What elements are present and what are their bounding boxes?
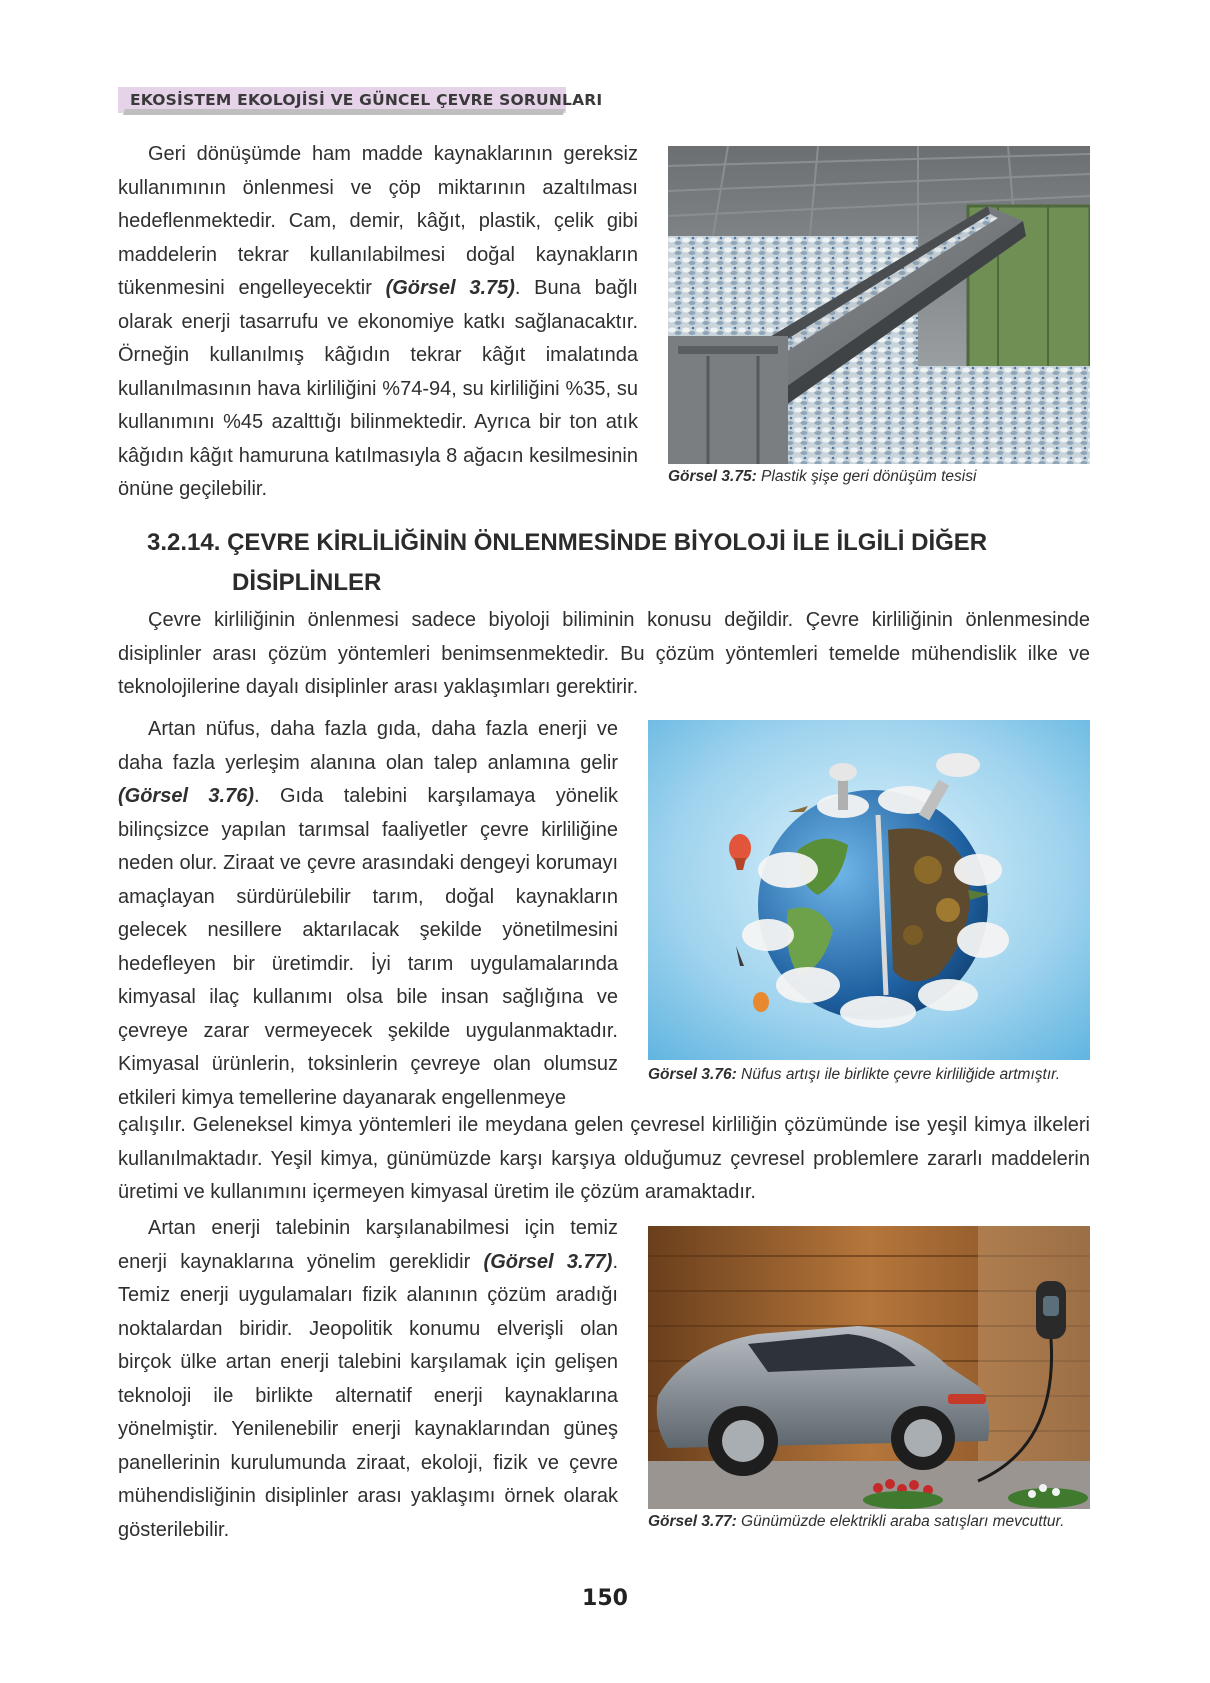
caption-label-3-75: Görsel 3.75: [668,468,757,485]
header-underline [123,109,565,115]
p2-text: Çevre kirliliğinin önlenmesi sadece biyoloji biliminin konusu değildir. Çevre kirliliğinin önlenmesinde disiplinler arası çözüm yöntemleri benimsenmektedir. Bu çözüm yöntemleri temelde mühendislik ilke ve teknolojilerine dayalı disiplinler arası yaklaşımları gerektirir. [118,609,1090,698]
figure-ref-3-77: (Görsel 3.77) [483,1250,613,1273]
chapter-title: EKOSİSTEM EKOLOJİSİ VE GÜNCEL ÇEVRE SORUNLARI [130,91,603,109]
caption-text-3-76: Nüfus artışı ile birlikte çevre kirliliğide artmıştır. [736,1066,1061,1083]
section-heading-line2: DİSİPLİNLER [232,569,382,596]
p4-text-b: . Temiz enerji uygulamaları fizik alanının çözüm aradığı noktalardan biridir. Jeopolitik konumu elverişli olan birçok ülke artan enerji talebini karşılamak için gelişen teknoloji ile birlikte alternatif enerji kaynaklarına yönelmiştir. Yenilenebilir enerji kaynaklarından güneş panellerinin kurulumunda ziraat, ekoloji, fizik ve çevre mühendisliğinin disiplinler arası yaklaşımı örnek olarak gösterilebilir. [118,1250,618,1541]
paragraph-green-chemistry [118,1109,1090,1210]
recycling-plant-image [668,146,1090,464]
p1-text-a: Geri dönüşümde ham madde kaynaklarının gereksiz kullanımının önlenmesi ve çöp miktarının azaltılması hedeflenmektedir. Cam, demir, kâğıt, plastik, çelik gibi maddelerin tekrar kullanılabilmesi doğal kaynakların tükenmesini engelleyecektir [118,143,638,299]
caption-text-3-75: Plastik şişe geri dönüşüm tesisi [756,468,977,485]
section-heading [147,523,1077,603]
paragraph-interdisciplinary [118,604,1090,705]
figure-ref-3-76: (Görsel 3.76) [118,785,255,807]
figure-ref-3-75: (Görsel 3.75) [385,277,515,299]
caption-figure-3-77 [648,1513,1064,1531]
p3-text-b: . Gıda talebini karşılamaya yönelik bilinçsizce yapılan tarımsal faaliyetler çevre kirliliğine neden olur. Ziraat ve çevre arasındaki dengeyi korumayı amaçlayan sürdürülebilir tarım, doğal kaynakların gelecek nesillere aktarılacak şekilde yönetilmesini hedefleyen bir üretimdir. İyi tarım uygulamalarında kimyasal ilaç kullanımı olsa bile insan sağlığına ve çevreye zarar vermeyecek şekilde uygulanmaktadır. Kimyasal ürünlerin, toksinlerin çevreye olan olumsuz etkileri kimya temellerine dayanarak engellenmeye [118,785,618,1109]
caption-label-3-77: Görsel 3.77: [648,1513,737,1530]
figure-recycling-plant [668,146,1090,464]
figure-polluted-earth [648,720,1090,1060]
p3-text-a: Artan nüfus, daha fazla gıda, daha fazla enerji ve daha fazla yerleşim alanına olan talep anlamına gelir [118,718,618,774]
caption-text-3-77: Günümüzde elektrikli araba satışları mevcuttur. [736,1513,1065,1530]
paragraph-population [118,713,618,1115]
page-number: 150 [582,1586,628,1611]
paragraph-recycling [118,138,638,507]
p1-text-b: . Buna bağlı olarak enerji tasarrufu ve ekonomiye katkı sağlanacaktır. Örneğin kullanılmış kâğıdın tekrar kâğıt imalatında kullanılmasının hava kirliliğini %74-94, su kirliliğini %35, su kullanımını %45 azalttığı bilinmektedir. Ayrıca bir ton atık kâğıdın kâğıt hamuruna katılmasıyla 8 ağacın kesilmesinin önüne geçilebilir. [118,277,638,500]
caption-label-3-76: Görsel 3.76: [648,1066,737,1083]
p3-text-continued: çalışılır. Geleneksel kimya yöntemleri ile meydana gelen çevresel kirliliğin çözümünde ise yeşil kimya ilkeleri kullanılmaktadır. Yeşil kimya, günümüzde karşı karşıya olduğumuz çevresel problemlere zararlı maddelerin üretimi ve kullanımını içermeyen kimyasal üretim ile çözüm aramaktadır. [118,1114,1090,1203]
figure-electric-car [648,1226,1090,1509]
paragraph-clean-energy [118,1212,618,1547]
electric-car-image [648,1226,1090,1509]
chapter-header [118,85,603,115]
caption-figure-3-75 [668,468,976,486]
polluted-earth-image [648,720,1090,1060]
section-heading-line1: 3.2.14. ÇEVRE KİRLİLİĞİNİN ÖNLENMESİNDE BİYOLOJİ İLE İLGİLİ DİĞER [147,529,988,556]
caption-figure-3-76 [648,1066,1060,1084]
p4-text-a: Artan enerji talebinin karşılanabilmesi için temiz enerji kaynaklarına yönelim gereklidir [118,1217,618,1273]
